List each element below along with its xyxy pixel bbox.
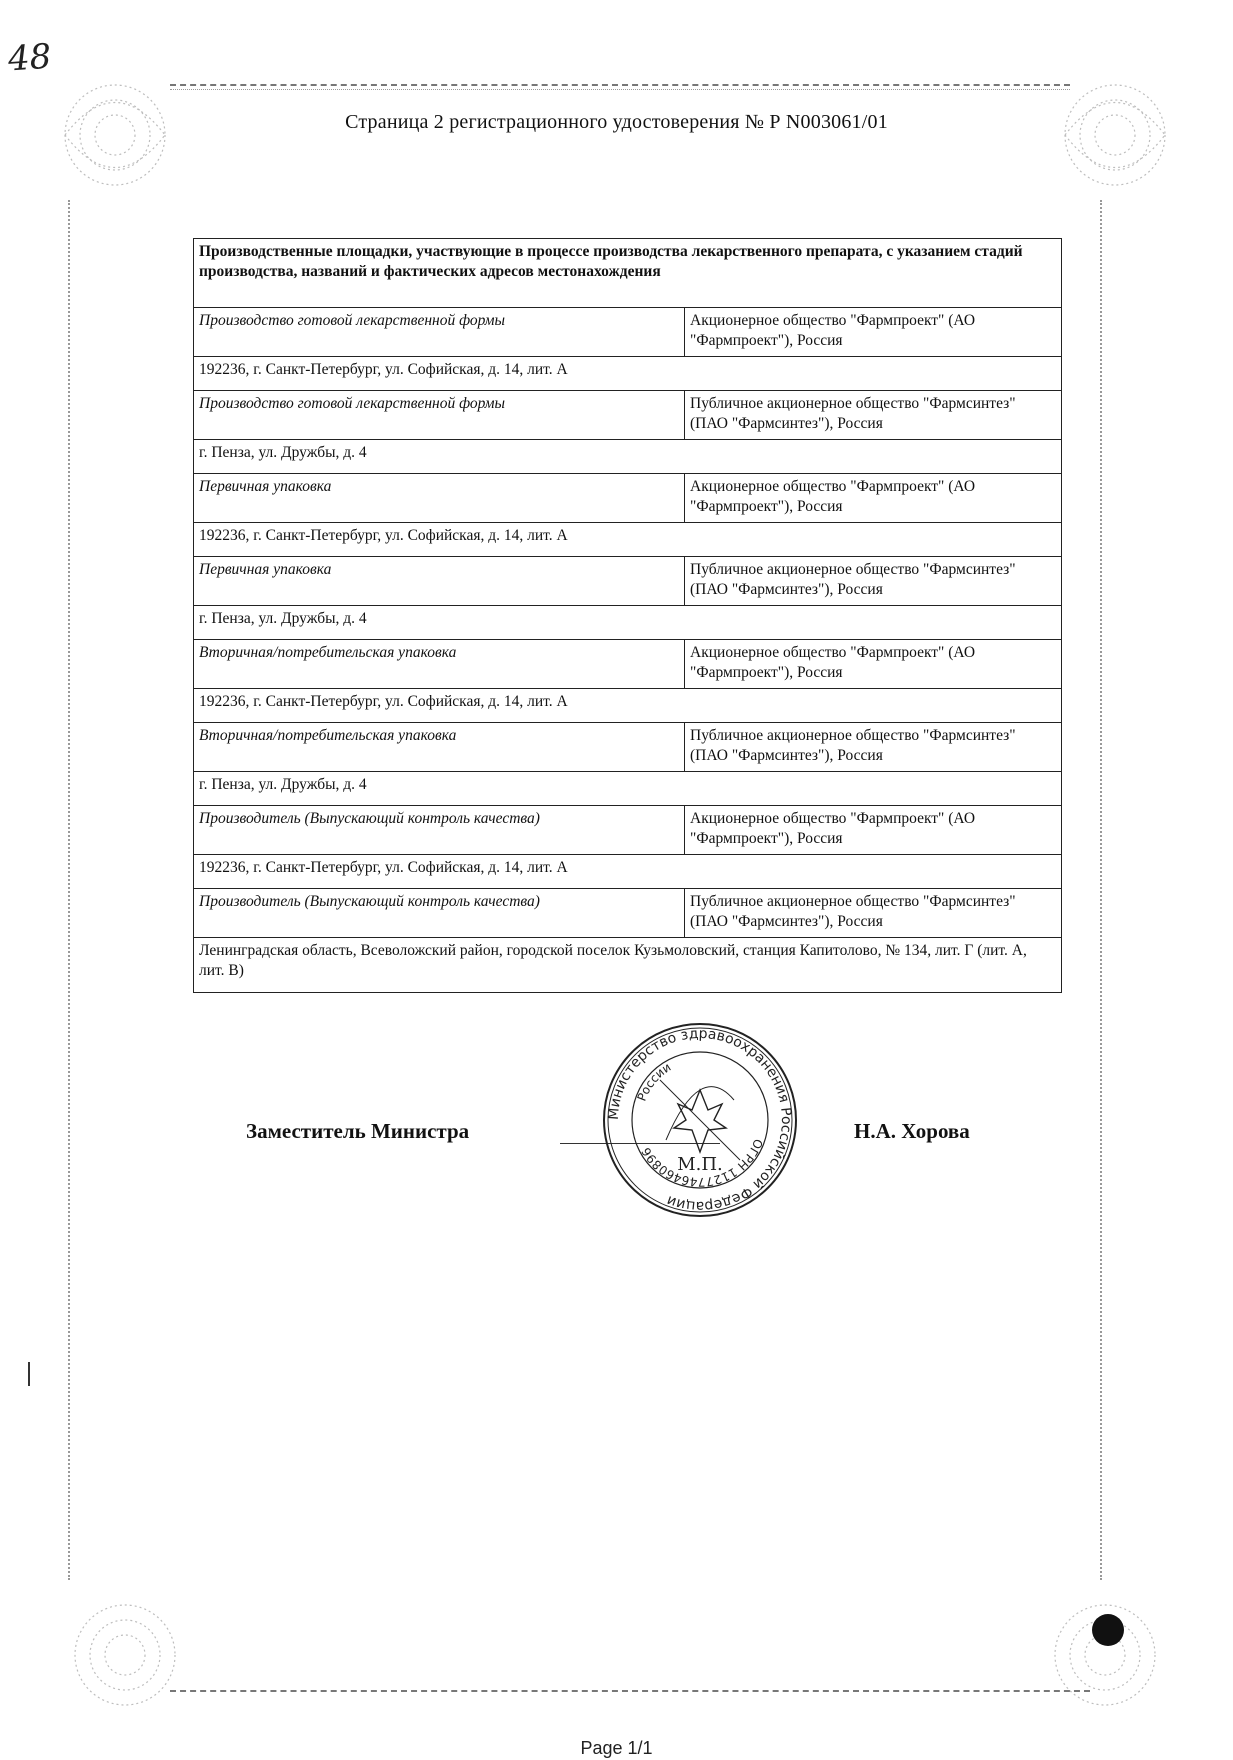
- table-row: [194, 474, 1062, 523]
- address-cell: 192236, г. Санкт-Петербург, ул. Софийская, д. 14, лит. А: [194, 523, 1062, 557]
- table-row: [194, 357, 1062, 391]
- eagle-emblem-icon: [660, 1080, 740, 1160]
- signatory-position: Заместитель Министра: [246, 1119, 470, 1143]
- ornament-corner-top-left: [50, 70, 180, 200]
- table-row: [194, 391, 1062, 440]
- signatory-name: Н.А. Хорова: [854, 1119, 970, 1143]
- stage-cell: Производство готовой лекарственной формы: [194, 308, 685, 357]
- stage-cell: Производитель (Выпускающий контроль качества): [194, 889, 685, 938]
- stamp-outer-text: Министерство здравоохранения Российской Федерации: [605, 1025, 795, 1215]
- organization-cell: Публичное акционерное общество "Фармсинтез" (ПАО "Фармсинтез"), Россия: [685, 723, 1062, 772]
- stamp-inner-text: России: [634, 1059, 674, 1104]
- organization-cell: Акционерное общество "Фармпроект" (АО "Фармпроект"), Россия: [685, 474, 1062, 523]
- frame-right-border: [1100, 200, 1108, 1580]
- table-row: [194, 606, 1062, 640]
- stage-cell: Производство готовой лекарственной формы: [194, 391, 685, 440]
- production-sites-table: [193, 238, 1062, 993]
- stamp-ogrn: ОГРН 1127746460896: [638, 1136, 766, 1190]
- address-cell: Ленинградская область, Всеволожский район, городской поселок Кузьмоловский, станция Капитолово, № 134, лит. Г (лит. А, лит. В): [194, 938, 1062, 993]
- table-row: [194, 308, 1062, 357]
- address-cell: г. Пенза, ул. Дружбы, д. 4: [194, 772, 1062, 806]
- organization-cell: Акционерное общество "Фармпроект" (АО "Фармпроект"), Россия: [685, 308, 1062, 357]
- organization-cell: Публичное акционерное общество "Фармсинтез" (ПАО "Фармсинтез"), Россия: [685, 889, 1062, 938]
- table-row: [194, 640, 1062, 689]
- table-heading: Производственные площадки, участвующие в процессе производства лекарственного препарата, с указанием стадий производства, названий и фактических адресов местонахождения: [194, 239, 1062, 308]
- scan-hole-punch: [1092, 1614, 1124, 1646]
- page-footer: Page 1/1: [580, 1738, 653, 1758]
- scan-mark: [28, 1362, 30, 1386]
- stage-cell: Производитель (Выпускающий контроль качества): [194, 806, 685, 855]
- frame-top-border: [170, 84, 1070, 90]
- table-row: [194, 557, 1062, 606]
- table-row: [194, 440, 1062, 474]
- organization-cell: Акционерное общество "Фармпроект" (АО "Фармпроект"), Россия: [685, 640, 1062, 689]
- stage-cell: Первичная упаковка: [194, 474, 685, 523]
- stage-cell: Вторичная/потребительская упаковка: [194, 640, 685, 689]
- address-cell: 192236, г. Санкт-Петербург, ул. Софийская, д. 14, лит. А: [194, 855, 1062, 889]
- table-row: [194, 523, 1062, 557]
- frame-left-border: [68, 200, 76, 1580]
- address-cell: 192236, г. Санкт-Петербург, ул. Софийская, д. 14, лит. А: [194, 357, 1062, 391]
- stage-cell: Вторичная/потребительская упаковка: [194, 723, 685, 772]
- address-cell: 192236, г. Санкт-Петербург, ул. Софийская, д. 14, лит. А: [194, 689, 1062, 723]
- stage-cell: Первичная упаковка: [194, 557, 685, 606]
- frame-bottom-border: [170, 1690, 1090, 1692]
- official-seal-stamp: [600, 1020, 800, 1220]
- ornament-corner-bottom-right: [1040, 1590, 1170, 1720]
- organization-cell: Публичное акционерное общество "Фармсинтез" (ПАО "Фармсинтез"), Россия: [685, 557, 1062, 606]
- table-row: [194, 689, 1062, 723]
- organization-cell: Акционерное общество "Фармпроект" (АО "Фармпроект"), Россия: [685, 806, 1062, 855]
- table-row: [194, 889, 1062, 938]
- stamp-mp-label: М.П.: [677, 1154, 723, 1175]
- handwritten-page-number: 48: [6, 36, 53, 80]
- address-cell: г. Пенза, ул. Дружбы, д. 4: [194, 606, 1062, 640]
- table-row: [194, 855, 1062, 889]
- table-row: [194, 772, 1062, 806]
- table-heading-row: [194, 239, 1062, 308]
- organization-cell: Публичное акционерное общество "Фармсинтез" (ПАО "Фармсинтез"), Россия: [685, 391, 1062, 440]
- address-cell: г. Пенза, ул. Дружбы, д. 4: [194, 440, 1062, 474]
- page-title: Страница 2 регистрационного удостоверения № Р N003061/01: [345, 111, 888, 133]
- ornament-corner-bottom-left: [60, 1590, 190, 1720]
- table-row: [194, 938, 1062, 993]
- table-row: [194, 723, 1062, 772]
- table-row: [194, 806, 1062, 855]
